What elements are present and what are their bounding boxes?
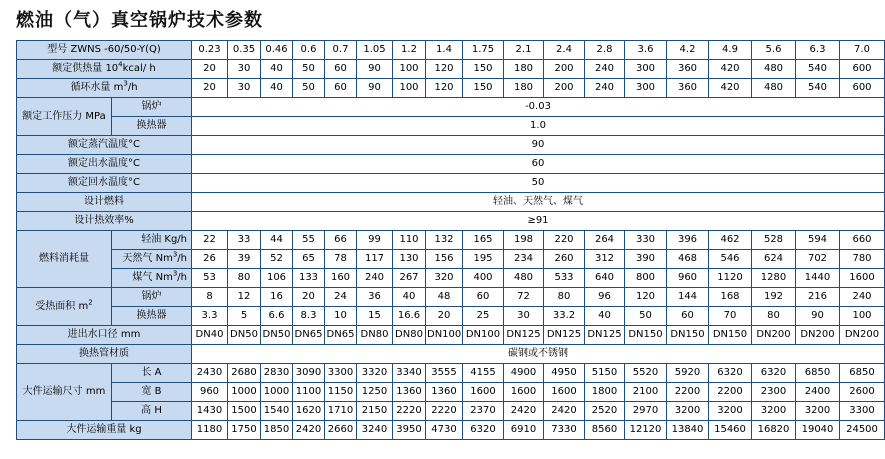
cell: 100	[393, 60, 426, 79]
cell: 16820	[752, 421, 796, 440]
cell: DN40	[192, 326, 228, 345]
cell: 1500	[228, 402, 261, 421]
cell: 5150	[585, 364, 625, 383]
row-area-exchanger	[17, 307, 885, 326]
cell: 120	[625, 288, 667, 307]
cell: DN125	[585, 326, 625, 345]
cell: 540	[796, 60, 840, 79]
cell: 80	[544, 288, 585, 307]
cell: 1150	[325, 383, 357, 402]
cell: 22	[192, 231, 228, 250]
cell: 55	[293, 231, 325, 250]
cell: 180	[504, 79, 544, 98]
cell: 40	[261, 79, 293, 98]
row-consumption-coal-gas	[17, 269, 885, 288]
cell: 66	[325, 231, 357, 250]
sub-label: 锅炉	[112, 98, 192, 117]
cell: 2830	[261, 364, 293, 383]
cell: 10	[325, 307, 357, 326]
cell: DN65	[325, 326, 357, 345]
row-area-boiler	[17, 288, 885, 307]
row-label: 设计燃料	[17, 193, 192, 212]
cell: 19040	[796, 421, 840, 440]
cell: DN150	[709, 326, 752, 345]
cell: DN200	[796, 326, 840, 345]
cell: 20	[426, 307, 463, 326]
cell: 2970	[625, 402, 667, 421]
cell: 2660	[325, 421, 357, 440]
cell: 267	[393, 269, 426, 288]
cell: 80	[228, 269, 261, 288]
row-dim-width	[17, 383, 885, 402]
cell: 195	[463, 250, 504, 269]
row-dim-height	[17, 402, 885, 421]
cell: 1850	[261, 421, 293, 440]
cell: DN150	[625, 326, 667, 345]
cell: 546	[709, 250, 752, 269]
cell: 144	[667, 288, 709, 307]
cell: 390	[625, 250, 667, 269]
cell: DN100	[426, 326, 463, 345]
cell: 260	[544, 250, 585, 269]
cell: 2220	[393, 402, 426, 421]
sub-label: 锅炉	[112, 288, 192, 307]
cell: 15460	[709, 421, 752, 440]
cell: 300	[625, 60, 667, 79]
cell: 600	[840, 79, 885, 98]
cell: 5920	[667, 364, 709, 383]
cell: 1.75	[463, 41, 504, 60]
cell: 800	[625, 269, 667, 288]
cell: 70	[709, 307, 752, 326]
cell: 80	[752, 307, 796, 326]
cell: 72	[504, 288, 544, 307]
cell: 44	[261, 231, 293, 250]
cell: 2420	[293, 421, 325, 440]
cell: 6320	[709, 364, 752, 383]
cell: DN50	[261, 326, 293, 345]
cell: 117	[357, 250, 393, 269]
cell: 594	[796, 231, 840, 250]
merged-value: 碳钢或不锈钢	[192, 345, 885, 364]
cell: 1100	[293, 383, 325, 402]
cell: 100	[840, 307, 885, 326]
cell: 1710	[325, 402, 357, 421]
row-tube-material	[17, 345, 885, 364]
cell: 120	[426, 60, 463, 79]
cell: DN80	[393, 326, 426, 345]
cell: 3320	[357, 364, 393, 383]
merged-value: 60	[192, 155, 885, 174]
cell: 216	[796, 288, 840, 307]
cell: 168	[709, 288, 752, 307]
cell: 400	[463, 269, 504, 288]
cell: 13840	[667, 421, 709, 440]
cell: 24	[325, 288, 357, 307]
cell: 2420	[544, 402, 585, 421]
cell: 2680	[228, 364, 261, 383]
page-title: 燃油（气）真空锅炉技术参数	[16, 10, 263, 31]
spec-table	[16, 40, 885, 440]
cell: 312	[585, 250, 625, 269]
cell: DN80	[357, 326, 393, 345]
cell: 240	[585, 79, 625, 98]
cell: 3950	[393, 421, 426, 440]
sub-label: 换热器	[112, 307, 192, 326]
cell: 8560	[585, 421, 625, 440]
cell: 468	[667, 250, 709, 269]
cell: 1440	[796, 269, 840, 288]
cell: 330	[625, 231, 667, 250]
cell: 660	[840, 231, 885, 250]
cell: 4950	[544, 364, 585, 383]
cell: 2400	[796, 383, 840, 402]
cell: 3200	[752, 402, 796, 421]
cell: 50	[293, 60, 325, 79]
cell: 2600	[840, 383, 885, 402]
cell: 60	[325, 79, 357, 98]
cell: 120	[426, 79, 463, 98]
cell: 30	[504, 307, 544, 326]
cell: 360	[667, 60, 709, 79]
cell: 0.7	[325, 41, 357, 60]
cell: 40	[393, 288, 426, 307]
row-label: 额定回水温度°C	[17, 174, 192, 193]
cell: 1600	[840, 269, 885, 288]
row-return-temp	[17, 174, 885, 193]
cell: 2.1	[504, 41, 544, 60]
cell: 300	[625, 79, 667, 98]
row-consumption-oil	[17, 231, 885, 250]
cell: 198	[504, 231, 544, 250]
merged-value: 90	[192, 136, 885, 155]
cell: 2300	[752, 383, 796, 402]
cell: 150	[463, 60, 504, 79]
cell: 15	[357, 307, 393, 326]
cell: 480	[752, 79, 796, 98]
cell: 8	[192, 288, 228, 307]
cell: 3200	[667, 402, 709, 421]
row-label: 额定供热量 $10^4kcal/$ h	[17, 60, 192, 79]
cell: 50	[625, 307, 667, 326]
cell: 2100	[625, 383, 667, 402]
cell: 2200	[667, 383, 709, 402]
cell: 110	[393, 231, 426, 250]
merged-value: ≥91	[192, 212, 885, 231]
cell: 2370	[463, 402, 504, 421]
row-label: 换热管材质	[17, 345, 192, 364]
cell: DN50	[228, 326, 261, 345]
cell: 78	[325, 250, 357, 269]
cell: 36	[357, 288, 393, 307]
merged-value: -0.03	[192, 98, 885, 117]
cell: 12	[228, 288, 261, 307]
cell: 33	[228, 231, 261, 250]
row-pressure-boiler	[17, 98, 885, 117]
cell: 6850	[796, 364, 840, 383]
sub-label: 宽 B	[112, 383, 192, 402]
row-weight	[17, 421, 885, 440]
cell: 2200	[709, 383, 752, 402]
cell: 52	[261, 250, 293, 269]
cell: DN100	[463, 326, 504, 345]
cell: 3200	[709, 402, 752, 421]
cell: 6850	[840, 364, 885, 383]
row-dim-length	[17, 364, 885, 383]
cell: 2.4	[544, 41, 585, 60]
sub-label: 长 A	[112, 364, 192, 383]
cell: 234	[504, 250, 544, 269]
cell: 240	[840, 288, 885, 307]
cell: 1250	[357, 383, 393, 402]
cell: 1600	[504, 383, 544, 402]
cell: 1000	[228, 383, 261, 402]
row-fuel	[17, 193, 885, 212]
row-pressure-exchanger	[17, 117, 885, 136]
cell: 6320	[463, 421, 504, 440]
cell: DN65	[293, 326, 325, 345]
cell: 3.6	[625, 41, 667, 60]
cell: 0.6	[293, 41, 325, 60]
cell: 624	[752, 250, 796, 269]
cell: 528	[752, 231, 796, 250]
cell: 7330	[544, 421, 585, 440]
row-label: 循环水量 $m^3/h$	[17, 79, 192, 98]
row-label: 大件运输尺寸 mm	[17, 364, 112, 421]
cell: 65	[293, 250, 325, 269]
cell: 540	[796, 79, 840, 98]
cell: 1600	[544, 383, 585, 402]
cell: 780	[840, 250, 885, 269]
cell: 4730	[426, 421, 463, 440]
cell: 640	[585, 269, 625, 288]
cell: 20	[192, 60, 228, 79]
cell: 0.35	[228, 41, 261, 60]
cell: 1800	[585, 383, 625, 402]
cell: 6.3	[796, 41, 840, 60]
cell: 3300	[325, 364, 357, 383]
cell: 12120	[625, 421, 667, 440]
row-pipe-diameter	[17, 326, 885, 345]
cell: 130	[393, 250, 426, 269]
row-label: 设计热效率%	[17, 212, 192, 231]
cell: 1360	[426, 383, 463, 402]
cell: 1280	[752, 269, 796, 288]
cell: 16.6	[393, 307, 426, 326]
row-label: 大件运输重量 kg	[17, 421, 192, 440]
sub-label: 煤气 Nm$^3$/h	[112, 269, 192, 288]
cell: 960	[667, 269, 709, 288]
cell: 1.05	[357, 41, 393, 60]
cell: 2220	[426, 402, 463, 421]
cell: 5520	[625, 364, 667, 383]
cell: 3300	[840, 402, 885, 421]
cell: 3240	[357, 421, 393, 440]
sub-label: 换热器	[112, 117, 192, 136]
row-label: 额定蒸汽温度°C	[17, 136, 192, 155]
cell: 156	[426, 250, 463, 269]
cell: 4155	[463, 364, 504, 383]
cell: 133	[293, 269, 325, 288]
cell: 4900	[504, 364, 544, 383]
cell: 40	[585, 307, 625, 326]
cell: 1.4	[426, 41, 463, 60]
cell: 264	[585, 231, 625, 250]
cell: 6.6	[261, 307, 293, 326]
merged-value: 50	[192, 174, 885, 193]
cell: 960	[192, 383, 228, 402]
cell: 6320	[752, 364, 796, 383]
row-label: 燃料消耗量	[17, 231, 112, 288]
merged-value: 1.0	[192, 117, 885, 136]
sub-label: 天然气 Nm$^3$/h	[112, 250, 192, 269]
cell: 1540	[261, 402, 293, 421]
cell: 100	[393, 79, 426, 98]
cell: 320	[426, 269, 463, 288]
cell: 60	[325, 60, 357, 79]
cell: 106	[261, 269, 293, 288]
cell: 90	[357, 60, 393, 79]
cell: 30	[228, 79, 261, 98]
cell: 1180	[192, 421, 228, 440]
cell: 26	[192, 250, 228, 269]
row-label: 型号 ZWNS -60/50-Y(Q)	[17, 41, 192, 60]
cell: 2150	[357, 402, 393, 421]
cell: 2420	[504, 402, 544, 421]
cell: 50	[293, 79, 325, 98]
cell: 360	[667, 79, 709, 98]
cell: 1750	[228, 421, 261, 440]
cell: 150	[463, 79, 504, 98]
cell: 8.3	[293, 307, 325, 326]
cell: 5	[228, 307, 261, 326]
cell: DN200	[840, 326, 885, 345]
cell: 420	[709, 79, 752, 98]
row-heat-supply	[17, 60, 885, 79]
cell: 5.6	[752, 41, 796, 60]
row-label: 额定出水温度°C	[17, 155, 192, 174]
cell: 60	[667, 307, 709, 326]
cell: 48	[426, 288, 463, 307]
cell: 160	[325, 269, 357, 288]
merged-value: 轻油、天然气、煤气	[192, 193, 885, 212]
cell: 4.2	[667, 41, 709, 60]
cell: 165	[463, 231, 504, 250]
cell: 24500	[840, 421, 885, 440]
cell: 4.9	[709, 41, 752, 60]
cell: 240	[585, 60, 625, 79]
cell: 20	[293, 288, 325, 307]
cell: 180	[504, 60, 544, 79]
cell: DN200	[752, 326, 796, 345]
cell: 220	[544, 231, 585, 250]
cell: 240	[357, 269, 393, 288]
cell: 1600	[463, 383, 504, 402]
row-outlet-temp	[17, 155, 885, 174]
row-steam-temp	[17, 136, 885, 155]
cell: 90	[796, 307, 840, 326]
cell: 1430	[192, 402, 228, 421]
cell: 30	[228, 60, 261, 79]
cell: DN125	[504, 326, 544, 345]
cell: 33.2	[544, 307, 585, 326]
row-model	[17, 41, 885, 60]
cell: DN125	[544, 326, 585, 345]
cell: 0.46	[261, 41, 293, 60]
cell: 20	[192, 79, 228, 98]
cell: 2520	[585, 402, 625, 421]
cell: 2.8	[585, 41, 625, 60]
cell: DN150	[667, 326, 709, 345]
cell: 3555	[426, 364, 463, 383]
cell: 39	[228, 250, 261, 269]
row-efficiency	[17, 212, 885, 231]
cell: 192	[752, 288, 796, 307]
cell: 60	[463, 288, 504, 307]
cell: 53	[192, 269, 228, 288]
cell: 1.2	[393, 41, 426, 60]
cell: 2430	[192, 364, 228, 383]
row-label: 额定工作压力 MPa	[17, 98, 112, 136]
sub-label: 高 H	[112, 402, 192, 421]
cell: 3.3	[192, 307, 228, 326]
cell: 533	[544, 269, 585, 288]
cell: 25	[463, 307, 504, 326]
cell: 1620	[293, 402, 325, 421]
cell: 1360	[393, 383, 426, 402]
cell: 40	[261, 60, 293, 79]
sub-label: 轻油 Kg/h	[112, 231, 192, 250]
cell: 99	[357, 231, 393, 250]
cell: 90	[357, 79, 393, 98]
cell: 420	[709, 60, 752, 79]
cell: 16	[261, 288, 293, 307]
cell: 96	[585, 288, 625, 307]
row-circulation	[17, 79, 885, 98]
cell: 702	[796, 250, 840, 269]
cell: 1120	[709, 269, 752, 288]
cell: 480	[752, 60, 796, 79]
row-label: 进出水口径 mm	[17, 326, 192, 345]
cell: 3090	[293, 364, 325, 383]
cell: 200	[544, 79, 585, 98]
cell: 7.0	[840, 41, 885, 60]
cell: 3200	[796, 402, 840, 421]
cell: 3340	[393, 364, 426, 383]
cell: 396	[667, 231, 709, 250]
row-label: 受热面积 $m^2$	[17, 288, 112, 326]
cell: 200	[544, 60, 585, 79]
cell: 600	[840, 60, 885, 79]
cell: 462	[709, 231, 752, 250]
cell: 0.23	[192, 41, 228, 60]
cell: 6910	[504, 421, 544, 440]
cell: 1000	[261, 383, 293, 402]
cell: 480	[504, 269, 544, 288]
row-consumption-natural-gas	[17, 250, 885, 269]
cell: 132	[426, 231, 463, 250]
